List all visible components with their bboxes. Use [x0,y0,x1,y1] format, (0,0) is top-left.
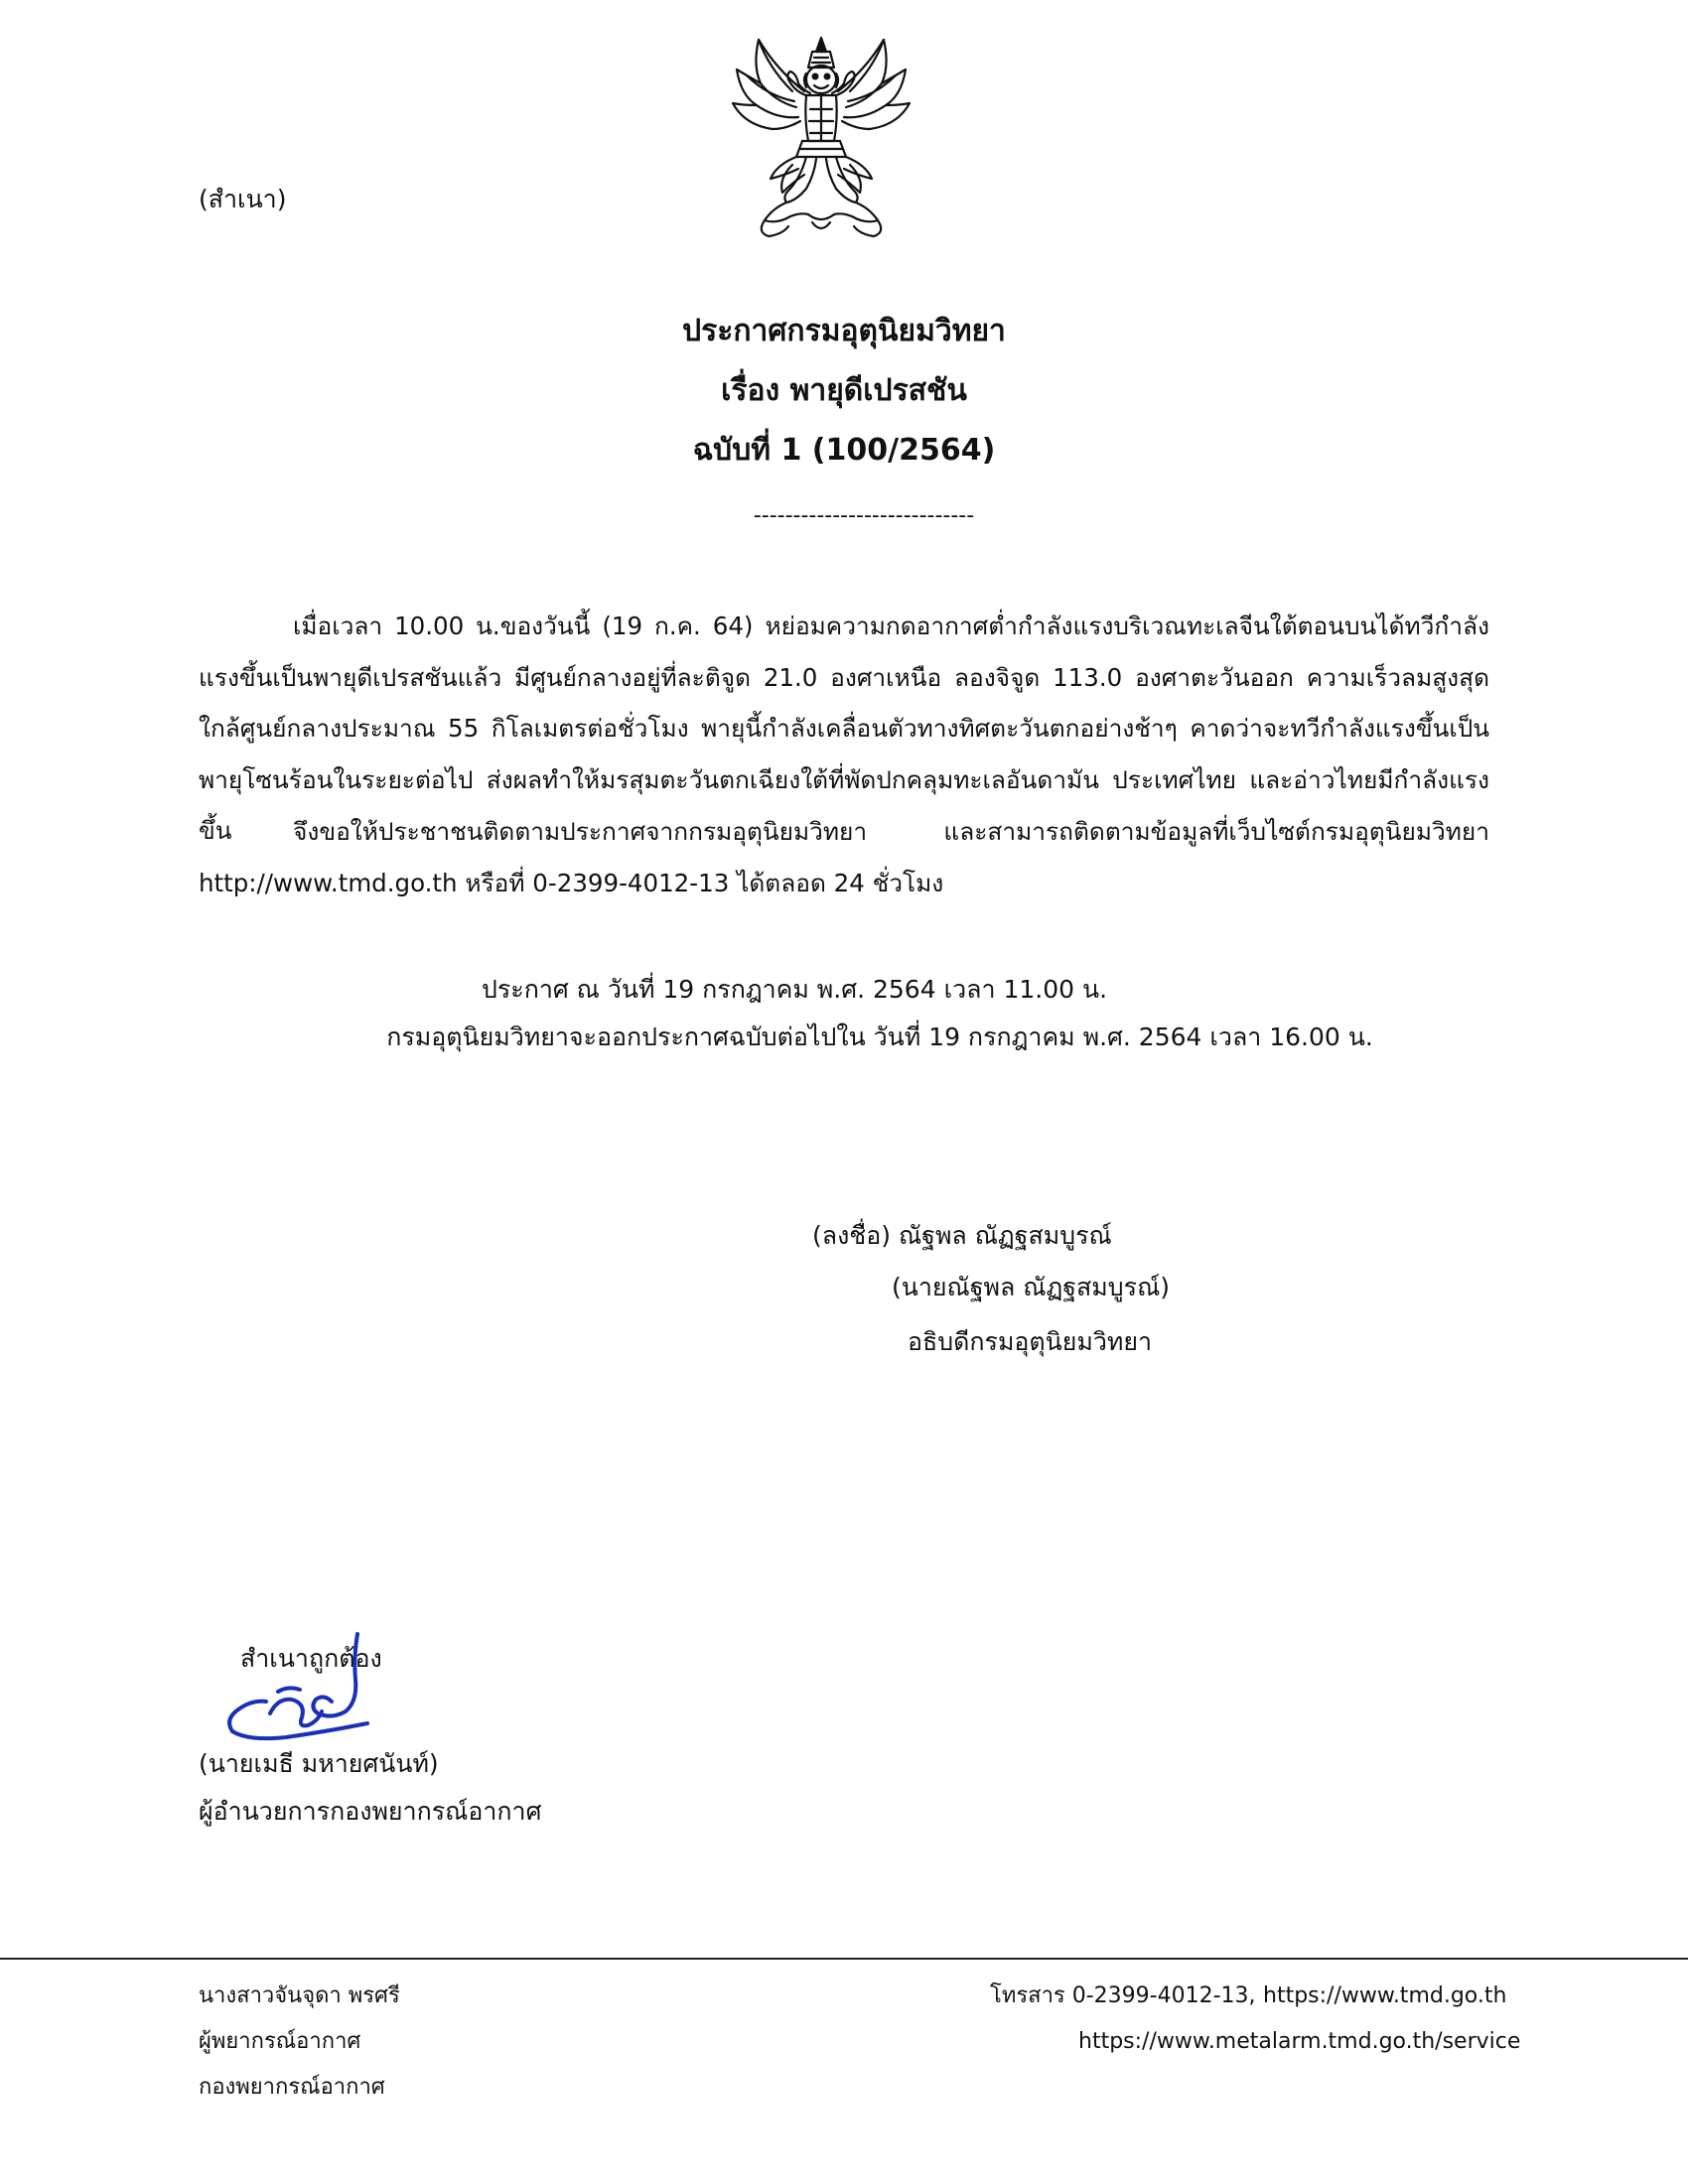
certifier-name: (นายเมธี มหายศนันท์) [199,1749,439,1778]
footer-divider [0,1958,1688,1960]
copy-label: (สำเนา) [199,185,287,213]
website-link[interactable]: https://www.tmd.go.th [1263,1983,1507,2008]
announcement-title: ประกาศกรมอุตุนิยมวิทยา [682,314,1006,348]
body-paragraph-situation: เมื่อเวลา 10.00 น.ของวันนี้ (19 ก.ค. 64) หย่อมความกดอากาศต่ำกำลังแรงบริเวณทะเลจีนใต้ตอนบนได้ทวีกำลังแรงขึ้นเป็นพายุดีเปรสชันแล้ว มีศูนย์กลางอยู่ที่ละติจูด 21.0 องศาเหนือ ลองจิจูด 113.0 องศาตะวันออก ความเร็วลมสูงสุดใกล้ศูนย์กลางประมาณ 55 กิโลเมตรต่อชั่วโมง พายุนี้กำลังเคลื่อนตัวทางทิศตะวันตกอย่างช้าๆ คาดว่าจะทวีกำลังแรงขึ้นเป็นพายุโซนร้อนในระยะต่อไป ส่งผลทำให้มรสุมตะวันตกเฉียงใต้ที่พัดปกคลุมทะเลอันดามัน ประเทศไทย และอ่าวไทยมีกำลังแรงขึ้น [199,612,1489,845]
certified-copy-label: สำเนาถูกต้อง [240,1644,382,1673]
announcement-issue-number: ฉบับที่ 1 (100/2564) [692,433,996,468]
announcement-subject: เรื่อง พายุดีเปรสชัน [721,373,967,408]
forecaster-role: ผู้พยากรณ์อากาศ [199,2029,361,2054]
body-paragraph-advice: จึงขอให้ประชาชนติดตามประกาศจากกรมอุตุนิยมวิทยา และสามารถติดตามข้อมูลที่เว็บไซต์กรมอุตุนิยมวิทยา http://www.tmd.go.th หรือที่ 0-2399-4012-13 ได้ตลอด 24 ชั่วโมง [199,817,1489,897]
title-separator: ---------------------------- [753,503,975,528]
signatory-signed-line: (ลงชื่อ) ณัฐพล ณัฏฐสมบูรณ์ [812,1221,1112,1250]
handwritten-signature-icon [209,1628,382,1757]
issued-datetime: ประกาศ ณ วันที่ 19 กรกฎาคม พ.ศ. 2564 เวลา 11.00 น. [481,975,1108,1004]
certifier-position: ผู้อำนวยการกองพยากรณ์อากาศ [199,1797,542,1826]
next-issue-datetime: กรมอุตุนิยมวิทยาจะออกประกาศฉบับต่อไปใน วันที่ 19 กรกฎาคม พ.ศ. 2564 เวลา 16.00 น. [386,1023,1373,1051]
service-link[interactable]: https://www.metalarm.tmd.go.th/service [1078,2029,1521,2054]
garuda-emblem-icon [717,30,925,243]
signatory-full-name: (นายณัฐพล ณัฏฐสมบูรณ์) [892,1273,1171,1301]
forecaster-name: นางสาวจันจุดา พรศรี [199,1983,400,2008]
fax-number: โทรสาร 0-2399-4012-13, [990,1983,1256,2008]
signatory-position: อธิบดีกรมอุตุนิยมวิทยา [908,1327,1153,1356]
forecaster-division: กองพยากรณ์อากาศ [199,2075,385,2100]
